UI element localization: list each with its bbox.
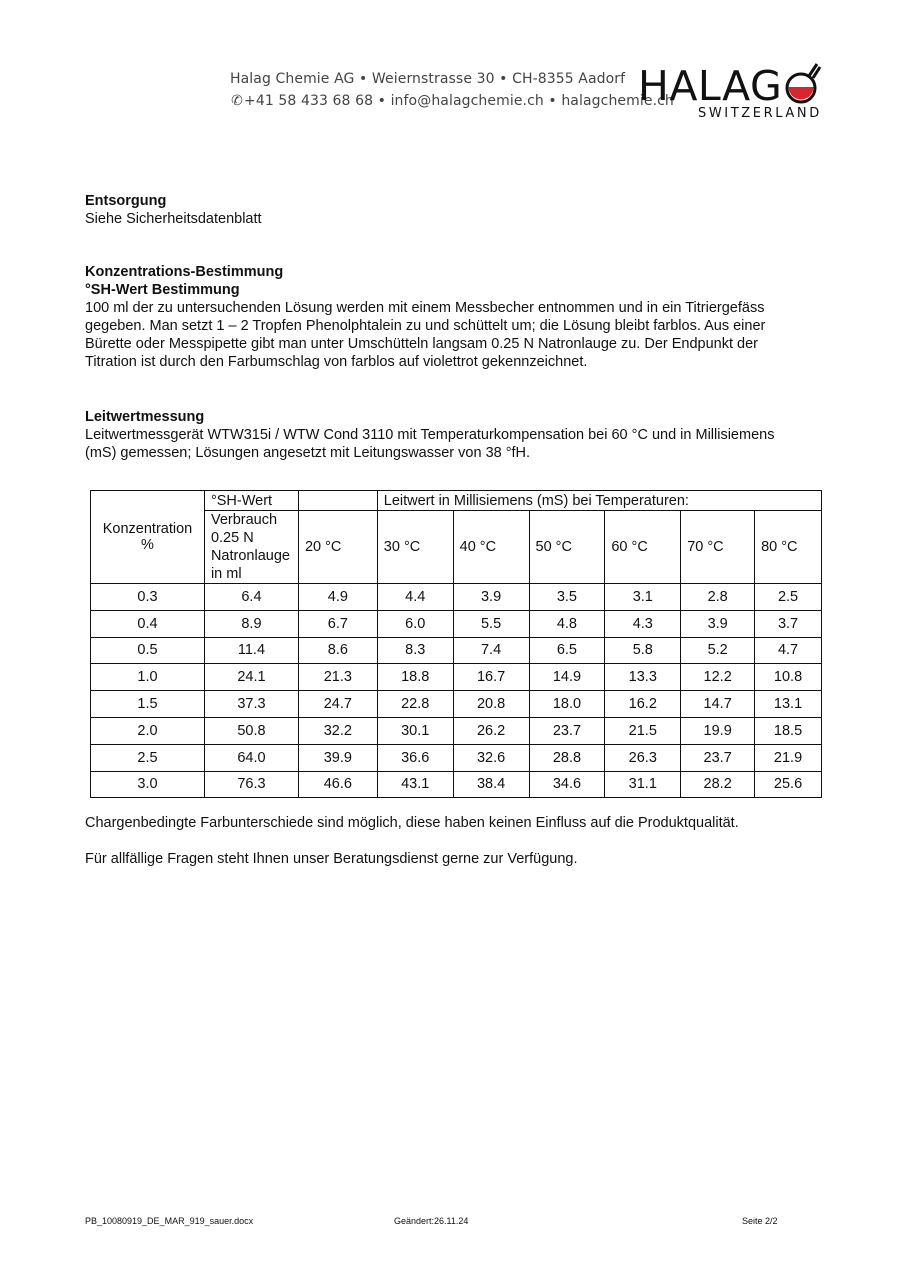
- cell-sh-wert: 24.1: [204, 664, 298, 691]
- header-konzentration-line: Konzentration: [102, 521, 193, 537]
- header-temp: 20 °C: [298, 511, 377, 584]
- cell-leitwert: 23.7: [529, 717, 605, 744]
- leit-line: Leitwertmessgerät WTW315i / WTW Cond 3110 mit Temperaturkompensation bei 60 °C und in Millisiemens: [85, 427, 775, 443]
- cell-leitwert: 10.8: [755, 664, 822, 691]
- heading-konzentration: Konzentrations-Bestimmung: [85, 264, 284, 280]
- sh-line: gegeben. Man setzt 1 – 2 Tropfen Phenolphtalein zu und schüttelt um; die Lösung bleibt farblos. Aus einer: [85, 318, 766, 334]
- cell-leitwert: 13.1: [755, 691, 822, 718]
- cell-sh-wert: 76.3: [204, 771, 298, 798]
- header-blank-cell: [298, 491, 377, 511]
- cell-leitwert: 5.5: [453, 610, 529, 637]
- table-row: [91, 637, 822, 664]
- cell-sh-wert: 11.4: [204, 637, 298, 664]
- cell-leitwert: 3.9: [453, 584, 529, 611]
- cell-leitwert: 2.5: [755, 584, 822, 611]
- cell-leitwert: 39.9: [298, 744, 377, 771]
- cell-konzentration: 3.0: [91, 771, 205, 798]
- header-sh-line: Verbrauch: [210, 512, 278, 528]
- header-leitwert: Leitwert in Millisiemens (mS) bei Temperaturen:: [377, 491, 821, 511]
- sh-line: 100 ml der zu untersuchenden Lösung werden mit einem Messbecher entnommen und in ein Titriergefäss: [85, 300, 765, 316]
- cell-konzentration: 2.5: [91, 744, 205, 771]
- cell-leitwert: 18.0: [529, 691, 605, 718]
- header-temp: 50 °C: [529, 511, 605, 584]
- header-temp: 30 °C: [377, 511, 453, 584]
- cell-leitwert: 7.4: [453, 637, 529, 664]
- cell-leitwert: 23.7: [681, 744, 755, 771]
- cell-leitwert: 4.4: [377, 584, 453, 611]
- closing-notes: [85, 814, 739, 868]
- header-temp: 70 °C: [681, 511, 755, 584]
- cell-leitwert: 16.2: [605, 691, 681, 718]
- cell-leitwert: 19.9: [681, 717, 755, 744]
- cell-sh-wert: 8.9: [204, 610, 298, 637]
- cell-leitwert: 21.9: [755, 744, 822, 771]
- header-sh-line: 0.25 N: [210, 530, 254, 546]
- cell-leitwert: 6.5: [529, 637, 605, 664]
- header-contact: [230, 68, 674, 112]
- cell-leitwert: 20.8: [453, 691, 529, 718]
- cell-konzentration: 1.0: [91, 664, 205, 691]
- cell-leitwert: 3.7: [755, 610, 822, 637]
- cell-leitwert: 4.3: [605, 610, 681, 637]
- heading-entsorgung: Entsorgung: [85, 193, 167, 209]
- header-sh-line: in ml: [210, 566, 242, 582]
- cell-konzentration: 0.4: [91, 610, 205, 637]
- cell-leitwert: 26.2: [453, 717, 529, 744]
- note-beratung: Für allfällige Fragen steht Ihnen unser Beratungsdienst gerne zur Verfügung.: [85, 851, 578, 867]
- footer-changed: Geändert:26.11.24: [394, 1216, 469, 1226]
- phone-icon: ✆: [231, 93, 243, 109]
- contact-line: +41 58 433 68 68 • info@halagchemie.ch • halagchemie.ch: [244, 93, 674, 109]
- cell-leitwert: 18.5: [755, 717, 822, 744]
- company-address: Halag Chemie AG • Weiernstrasse 30 • CH-8355 Aadorf: [230, 71, 626, 87]
- footer-page: Seite 2/2: [742, 1216, 778, 1226]
- cell-leitwert: 22.8: [377, 691, 453, 718]
- cell-sh-wert: 50.8: [204, 717, 298, 744]
- cell-leitwert: 32.2: [298, 717, 377, 744]
- header-konzentration-unit: %: [141, 537, 154, 553]
- logo-word: HALAG: [638, 62, 783, 110]
- cell-leitwert: 5.2: [681, 637, 755, 664]
- cell-konzentration: 0.3: [91, 584, 205, 611]
- cell-leitwert: 26.3: [605, 744, 681, 771]
- header-temp: 80 °C: [755, 511, 822, 584]
- cell-leitwert: 30.1: [377, 717, 453, 744]
- sh-line: Titration ist durch den Farbumschlag von farblos auf violettrot gekennzeichnet.: [85, 354, 588, 370]
- header-temp: 60 °C: [605, 511, 681, 584]
- cell-sh-wert: 37.3: [204, 691, 298, 718]
- cell-leitwert: 28.2: [681, 771, 755, 798]
- cell-leitwert: 2.8: [681, 584, 755, 611]
- cell-leitwert: 3.5: [529, 584, 605, 611]
- table-row: [91, 717, 822, 744]
- table-body: [91, 584, 822, 798]
- header-sh-wert: [204, 491, 298, 584]
- cell-leitwert: 21.5: [605, 717, 681, 744]
- table-row: [91, 584, 822, 611]
- halag-logo: [638, 60, 823, 126]
- cell-leitwert: 4.8: [529, 610, 605, 637]
- cell-leitwert: 38.4: [453, 771, 529, 798]
- cell-leitwert: 24.7: [298, 691, 377, 718]
- cell-sh-wert: 64.0: [204, 744, 298, 771]
- header-konzentration: [91, 491, 205, 584]
- heading-sh-wert: °SH-Wert Bestimmung: [85, 282, 240, 298]
- table-row: [91, 610, 822, 637]
- cell-leitwert: 31.1: [605, 771, 681, 798]
- cell-leitwert: 25.6: [755, 771, 822, 798]
- text-entsorgung: Siehe Sicherheitsdatenblatt: [85, 211, 262, 227]
- cell-leitwert: 12.2: [681, 664, 755, 691]
- cell-leitwert: 3.9: [681, 610, 755, 637]
- cell-leitwert: 6.7: [298, 610, 377, 637]
- cell-leitwert: 4.7: [755, 637, 822, 664]
- cell-konzentration: 1.5: [91, 691, 205, 718]
- footer-filename: PB_10080919_DE_MAR_919_sauer.docx: [85, 1216, 254, 1226]
- cell-leitwert: 4.9: [298, 584, 377, 611]
- table-row: [91, 691, 822, 718]
- cell-leitwert: 18.8: [377, 664, 453, 691]
- cell-leitwert: 43.1: [377, 771, 453, 798]
- cell-leitwert: 13.3: [605, 664, 681, 691]
- cell-sh-wert: 6.4: [204, 584, 298, 611]
- header-sh-line: Natronlauge: [210, 548, 290, 564]
- note-farbunterschiede: Chargenbedingte Farbunterschiede sind möglich, diese haben keinen Einfluss auf die Produktqualität.: [85, 815, 739, 831]
- table-row: [91, 664, 822, 691]
- cell-leitwert: 46.6: [298, 771, 377, 798]
- cell-leitwert: 34.6: [529, 771, 605, 798]
- cell-leitwert: 8.3: [377, 637, 453, 664]
- cell-leitwert: 14.7: [681, 691, 755, 718]
- cell-konzentration: 2.0: [91, 717, 205, 744]
- header-temp: 40 °C: [453, 511, 529, 584]
- conductivity-table: [90, 490, 822, 798]
- document-body: [85, 192, 825, 462]
- cell-konzentration: 0.5: [91, 637, 205, 664]
- cell-leitwert: 21.3: [298, 664, 377, 691]
- header-sh-top: °SH-Wert: [210, 493, 273, 509]
- cell-leitwert: 32.6: [453, 744, 529, 771]
- heading-leitwert: Leitwertmessung: [85, 409, 205, 425]
- cell-leitwert: 5.8: [605, 637, 681, 664]
- cell-leitwert: 14.9: [529, 664, 605, 691]
- cell-leitwert: 8.6: [298, 637, 377, 664]
- logo-sub: SWITZERLAND: [698, 106, 822, 121]
- table-row: [91, 744, 822, 771]
- cell-leitwert: 3.1: [605, 584, 681, 611]
- cell-leitwert: 16.7: [453, 664, 529, 691]
- cell-leitwert: 28.8: [529, 744, 605, 771]
- cell-leitwert: 6.0: [377, 610, 453, 637]
- leit-line: (mS) gemessen; Lösungen angesetzt mit Leitungswasser von 38 °fH.: [85, 445, 531, 461]
- table-row: [91, 771, 822, 798]
- sh-line: Bürette oder Messpipette gibt man unter Umschütteln langsam 0.25 N Natronlauge zu. Der Endpunkt der: [85, 336, 759, 352]
- flask-logo-icon: [784, 60, 822, 106]
- cell-leitwert: 36.6: [377, 744, 453, 771]
- contact-line-row: [230, 90, 674, 112]
